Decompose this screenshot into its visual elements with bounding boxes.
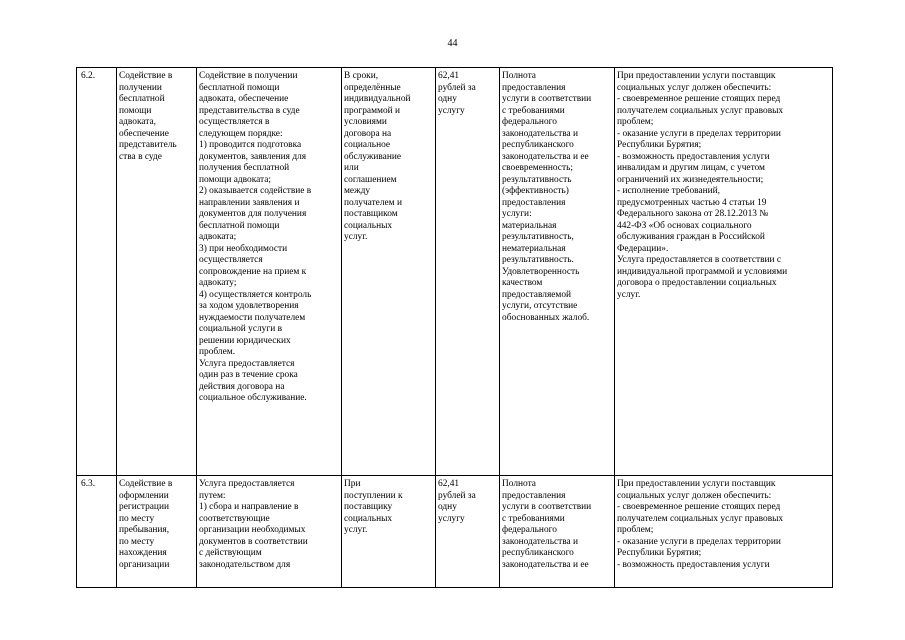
cell-line: Содействие в [119, 71, 173, 81]
cell-line: социальных [344, 513, 393, 524]
cell-line: получении [119, 82, 162, 93]
service-conditions [615, 68, 833, 476]
cell-line: представитель [119, 140, 177, 150]
cell-line: - своевременное решение стоящих перед [617, 502, 781, 512]
cell-line: с требованиями [502, 105, 565, 116]
cell-line: документов в соответствии [199, 536, 308, 547]
cell-line: социальных [344, 220, 393, 231]
cell-line: При предоставлении услуги поставщик [617, 479, 776, 489]
cell-line: адвокату; [199, 278, 237, 288]
cell-line: договора на [344, 128, 392, 139]
cell-line: рублей за [438, 82, 476, 93]
cell-line: - исполнение требований, [617, 186, 720, 196]
cell-line: организации [119, 559, 170, 570]
cell-line: осуществляется в [199, 117, 270, 127]
cell-line: услугу [438, 513, 465, 524]
cell-line: 62,41 [438, 479, 460, 489]
cell-line: нуждаемости получателем [199, 312, 306, 323]
cell-line: услуг. [344, 232, 368, 242]
cell-line: ограничений их жизнедеятельности; [617, 174, 764, 185]
cell-line: определённые [344, 82, 401, 93]
cell-line: или [344, 163, 359, 173]
cell-line: оформлении [119, 490, 169, 501]
service-terms [342, 476, 436, 588]
cell-line: услуг. [617, 289, 641, 300]
cell-line: соглашением [344, 174, 397, 185]
cell-line: Услуга предоставляется [199, 358, 295, 369]
cell-line: получения бесплатной [199, 163, 290, 173]
cell-line: При [344, 479, 361, 489]
cell-line: - возможность предоставления услуги [617, 151, 770, 162]
cell-line: бесплатной помощи [199, 220, 280, 231]
service-terms [342, 68, 436, 476]
cell-line: законодательства и [502, 536, 579, 547]
cell-line: социальное [344, 140, 391, 150]
cell-line: один раз в течение срока [199, 370, 298, 380]
cell-line: следующем порядке: [199, 128, 283, 139]
service-description [197, 476, 342, 588]
cell-line: предоставления [502, 490, 566, 501]
cell-line: 3) при необходимости [199, 243, 288, 254]
cell-line: Полнота [502, 479, 536, 489]
cell-line: документов для получения [199, 209, 307, 219]
cell-line: проблем; [617, 117, 654, 127]
cell-line: услугу [438, 105, 465, 116]
cell-line: услуги, отсутствие [502, 301, 578, 311]
cell-line: направлении заявления и [199, 197, 300, 208]
cell-line: сопровождение на прием к [199, 266, 307, 277]
service-quality [500, 476, 615, 588]
cell-line: регистрации [119, 502, 169, 512]
cell-line: условиями [344, 117, 387, 127]
cell-line: помощи [119, 105, 152, 116]
page-number: 44 [447, 38, 458, 49]
cell-line: предусмотренных частью 4 статьи 19 [617, 197, 767, 208]
cell-line: обоснованных жалоб. [502, 312, 590, 323]
cell-line: ства в суде [119, 151, 162, 162]
service-quality [500, 68, 615, 476]
cell-line: услуги: [502, 209, 532, 219]
cell-line: Услуга предоставляется [199, 479, 295, 489]
cell-line: по месту [119, 513, 155, 524]
cell-line: социальной услуги в [199, 324, 282, 334]
cell-line: поступлении к [344, 490, 403, 501]
cell-line: между [344, 186, 371, 196]
cell-line: адвоката, обеспечение [199, 94, 289, 104]
cell-line: качеством [502, 278, 543, 288]
cell-line: предоставляемой [502, 289, 572, 300]
cell-line: проблем; [617, 525, 654, 535]
cell-line: республиканского [502, 140, 574, 150]
cell-line: При предоставлении услуги поставщик [617, 71, 776, 81]
cell-line: социальных услуг должен обеспечить: [617, 82, 772, 93]
cell-line: пребывания, [119, 525, 170, 535]
cell-line: поставщику [344, 502, 393, 512]
cell-line: услуги в соответствии [502, 502, 592, 512]
cell-line: Республики Бурятия; [617, 548, 702, 558]
service-conditions [615, 476, 833, 588]
cell-line: проблем. [199, 347, 236, 357]
cell-line: программой и [344, 105, 401, 116]
cell-line: 1) сбора и направление в [199, 502, 299, 512]
cell-line: Полнота [502, 71, 536, 81]
cell-line: своевременность; [502, 163, 573, 173]
cell-line: за ходом удовлетворения [199, 301, 299, 311]
cell-line: получателем социальных услуг правовых [617, 513, 784, 524]
cell-line: Услуга предоставляется в соответствии с [617, 255, 782, 265]
cell-line: В сроки, [344, 71, 379, 81]
cell-line: соответствующие [199, 513, 270, 524]
cell-line: федерального [502, 525, 557, 535]
cell-line: путем: [199, 490, 226, 501]
cell-line: одну [438, 94, 457, 104]
cell-line: действия договора на [199, 381, 285, 392]
cell-line: адвоката; [199, 232, 237, 242]
cell-line: обеспечение [119, 128, 169, 139]
cell-line: по месту [119, 536, 155, 547]
cell-line: законодательства и ее [502, 559, 589, 570]
cell-line: 2) оказывается содействие в [199, 186, 312, 196]
cell-line: 4) осуществляется контроль [199, 289, 312, 300]
cell-line: получателем и [344, 197, 402, 208]
cell-line: получателем социальных услуг правовых [617, 105, 784, 116]
cell-line: бесплатной [119, 94, 165, 104]
cell-line: услуги в соответствии [502, 94, 592, 104]
cell-line: результативность [502, 174, 572, 185]
cell-line: одну [438, 502, 457, 512]
cell-line: Республики Бурятия; [617, 140, 702, 150]
cell-line: с требованиями [502, 513, 565, 524]
cell-line: осуществляется [199, 255, 263, 265]
row-number: 6.2. [77, 68, 117, 476]
service-name [117, 476, 197, 588]
service-name [117, 68, 197, 476]
cell-line: результативность, [502, 232, 574, 242]
cell-line: 62,41 [438, 71, 460, 81]
cell-line: законодательством для [199, 559, 291, 570]
cell-line: Федерации». [617, 243, 669, 254]
service-description [197, 68, 342, 476]
cell-line: нематериальная [502, 243, 566, 254]
cell-line: законодательства и ее [502, 151, 589, 162]
cell-line: адвоката, [119, 117, 157, 127]
cell-line: результативность. [502, 255, 574, 265]
cell-line: помощи адвоката; [199, 174, 272, 185]
cell-line: Содействие в [119, 479, 173, 489]
cell-line: организации необходимых [199, 525, 306, 535]
cell-line: 1) проводится подготовка [199, 140, 302, 150]
cell-line: предоставления [502, 197, 566, 208]
cell-line: Удовлетворенность [502, 266, 580, 277]
cell-line: услуг. [344, 525, 368, 535]
cell-line: поставщиком [344, 209, 398, 219]
cell-line: республиканского [502, 548, 574, 558]
cell-line: федерального [502, 117, 557, 127]
cell-line: документов, заявления для [199, 151, 307, 162]
cell-line: обслуживание [344, 151, 402, 162]
cell-line: бесплатной помощи [199, 82, 280, 93]
cell-line: нахождения [119, 548, 167, 558]
services-table [76, 67, 833, 588]
cell-line: договора о предоставлении социальных [617, 278, 777, 288]
cell-line: Содействие в получении [199, 71, 298, 81]
cell-line: 442-ФЗ «Об основах социального [617, 220, 752, 231]
cell-line: с действующим [199, 548, 262, 558]
cell-line: - оказание услуги в пределах территории [617, 128, 781, 139]
cell-line: (эффективность) [502, 186, 569, 196]
cell-line: рублей за [438, 490, 476, 501]
cell-line: представительства в суде [199, 105, 300, 116]
table-row [77, 68, 833, 476]
cell-line: - оказание услуги в пределах территории [617, 536, 781, 547]
cell-line: индивидуальной [344, 94, 411, 104]
cell-line: обслуживания граждан в Российской [617, 232, 765, 242]
service-price [436, 476, 500, 588]
service-price [436, 68, 500, 476]
cell-line: предоставления [502, 82, 566, 93]
cell-line: индивидуальной программой и условиями [617, 266, 788, 277]
cell-line: - своевременное решение стоящих перед [617, 94, 781, 104]
cell-line: - возможность предоставления услуги [617, 559, 770, 570]
row-number: 6.3. [77, 476, 117, 588]
cell-line: материальная [502, 220, 557, 231]
table-row [77, 476, 833, 588]
cell-line: Федерального закона от 28.12.2013 № [617, 209, 769, 219]
cell-line: решении юридических [199, 335, 291, 346]
cell-line: инвалидам и другим лицам, с учетом [617, 163, 765, 173]
cell-line: социальное обслуживание. [199, 393, 307, 403]
cell-line: законодательства и [502, 128, 579, 139]
cell-line: социальных услуг должен обеспечить: [617, 490, 772, 501]
